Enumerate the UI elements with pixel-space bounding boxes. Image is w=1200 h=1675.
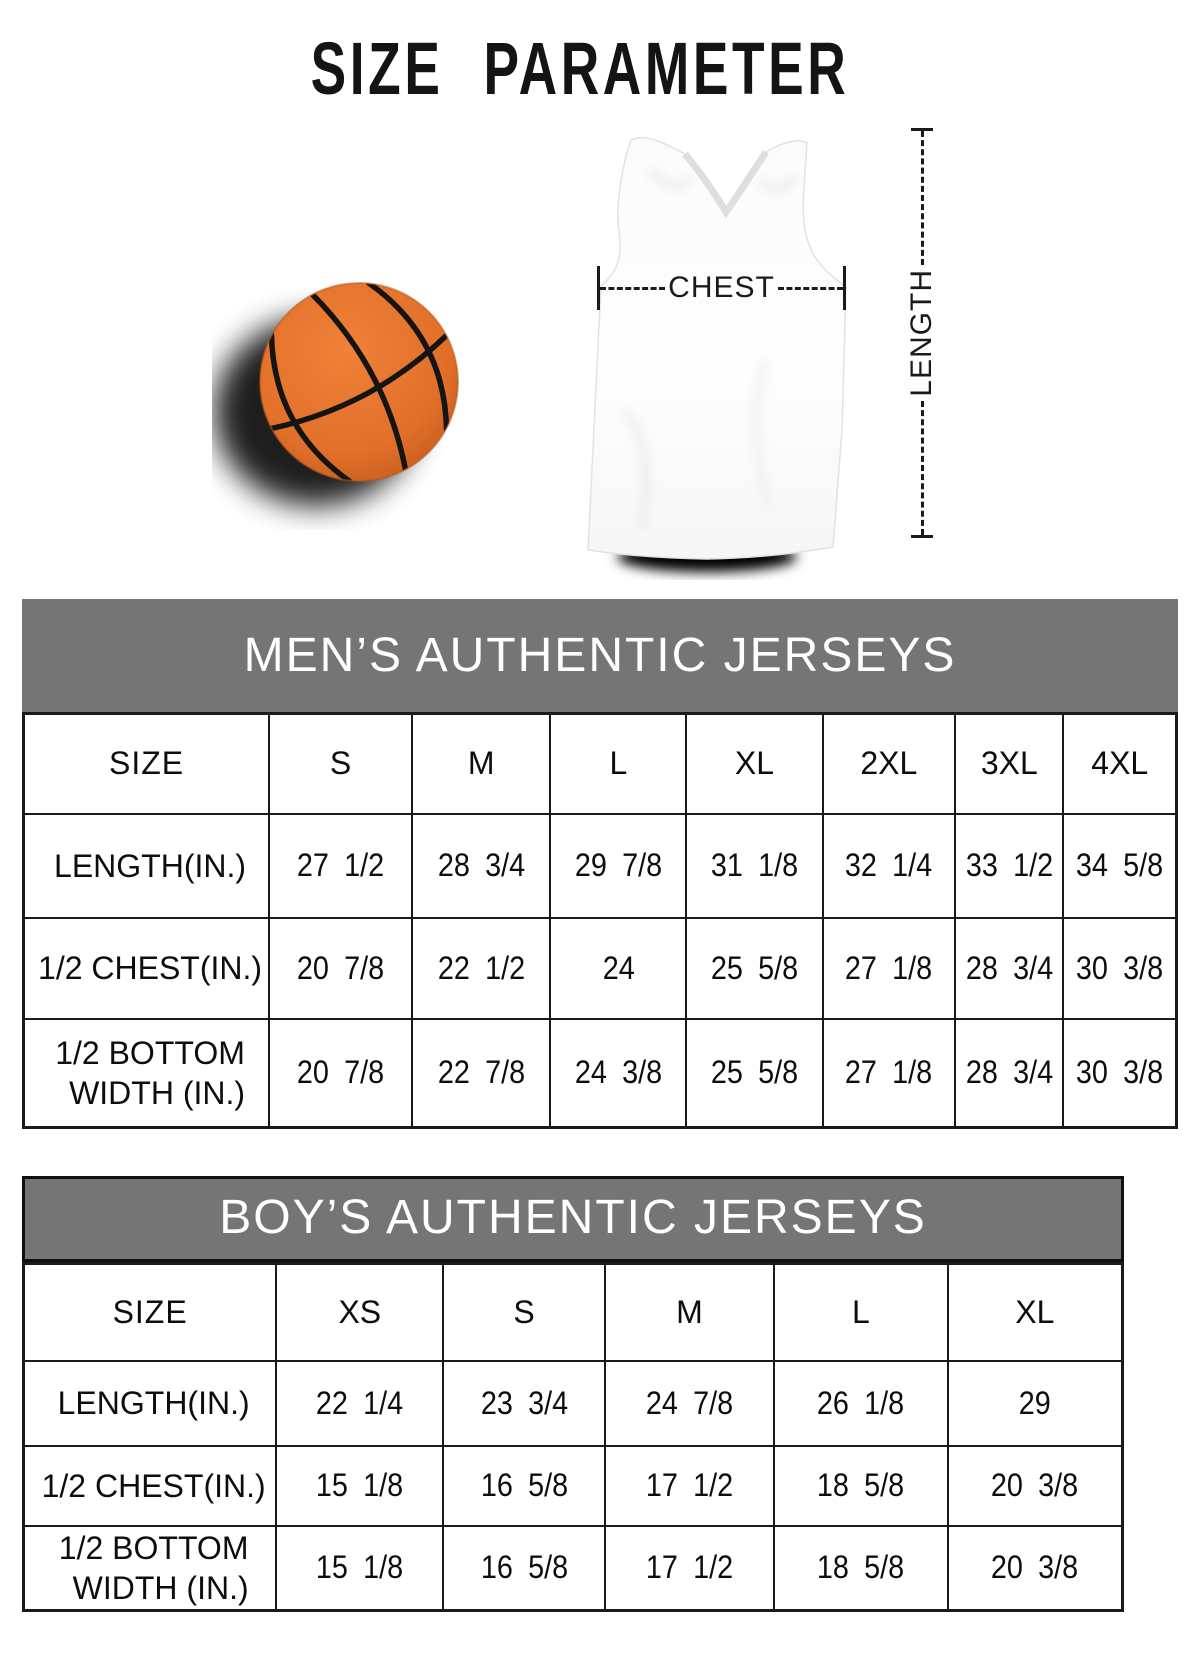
value-cell bbox=[550, 1019, 686, 1128]
length-dash-top bbox=[921, 131, 924, 265]
basketball-image bbox=[212, 262, 504, 530]
value-cell bbox=[948, 1446, 1123, 1526]
value-text: 28 3/4 bbox=[965, 1054, 1053, 1091]
value-cell bbox=[774, 1446, 948, 1526]
value-cell bbox=[823, 814, 956, 918]
value-cell bbox=[443, 1446, 605, 1526]
value-text: 32 1/4 bbox=[845, 847, 933, 883]
column-header-cell: XS bbox=[276, 1264, 443, 1361]
row-label-cell bbox=[24, 1526, 277, 1611]
size-header-row bbox=[24, 714, 1177, 814]
column-header-cell: XL bbox=[948, 1264, 1123, 1361]
value-text: 17 1/2 bbox=[645, 1549, 734, 1585]
value-cell bbox=[269, 918, 412, 1019]
column-header-cell: 2XL bbox=[823, 714, 956, 814]
row-label-line: LENGTH(IN.) bbox=[57, 1385, 250, 1421]
length-dash-bottom bbox=[921, 401, 924, 535]
size-header-cell: SIZE bbox=[24, 714, 270, 814]
chest-dash-right bbox=[778, 287, 843, 290]
value-text: 20 7/8 bbox=[296, 1054, 385, 1091]
value-cell bbox=[955, 918, 1063, 1019]
value-cell bbox=[686, 918, 822, 1019]
value-cell bbox=[412, 1019, 550, 1128]
value-cell bbox=[1063, 918, 1176, 1019]
value-cell bbox=[1063, 814, 1176, 918]
value-text: 24 bbox=[602, 949, 635, 986]
boys-size-table bbox=[22, 1262, 1124, 1612]
row-label-cell bbox=[24, 814, 270, 918]
mens-table-header: MEN’S AUTHENTIC JERSEYS bbox=[22, 599, 1178, 712]
column-header-cell: XL bbox=[686, 714, 822, 814]
value-text: 27 1/8 bbox=[845, 1054, 933, 1091]
value-cell bbox=[443, 1361, 605, 1446]
row-label-line: LENGTH(IN.) bbox=[54, 847, 247, 884]
value-text: 28 3/4 bbox=[965, 949, 1053, 986]
value-cell bbox=[955, 1019, 1063, 1128]
value-cell bbox=[269, 1019, 412, 1128]
value-text: 24 7/8 bbox=[645, 1384, 734, 1421]
length-dimension-marker bbox=[905, 128, 939, 538]
value-text: 27 1/2 bbox=[296, 847, 385, 883]
column-header-cell: M bbox=[605, 1264, 774, 1361]
value-text: 22 7/8 bbox=[437, 1054, 525, 1091]
value-cell bbox=[823, 1019, 956, 1128]
column-header-cell: S bbox=[269, 714, 412, 814]
page-title: SIZE PARAMETER bbox=[310, 27, 850, 110]
value-text: 20 3/8 bbox=[991, 1467, 1079, 1503]
chest-dash-left bbox=[600, 287, 665, 290]
value-text: 22 1/2 bbox=[437, 949, 525, 986]
value-cell bbox=[550, 918, 686, 1019]
column-header-cell: M bbox=[412, 714, 550, 814]
value-cell bbox=[774, 1361, 948, 1446]
value-cell bbox=[605, 1361, 774, 1446]
table-row bbox=[24, 1446, 1123, 1526]
row-label-line: WIDTH (IN.) bbox=[72, 1569, 249, 1606]
value-cell bbox=[550, 814, 686, 918]
jersey-image bbox=[555, 110, 855, 580]
table-row bbox=[24, 1019, 1177, 1128]
row-label-line: 1/2 BOTTOM bbox=[55, 1034, 245, 1071]
value-cell bbox=[774, 1526, 948, 1611]
value-cell bbox=[276, 1361, 443, 1446]
row-label-cell bbox=[24, 1446, 277, 1526]
value-text: 17 1/2 bbox=[645, 1467, 734, 1503]
length-dimension-label: LENGTH bbox=[905, 269, 938, 397]
value-cell bbox=[412, 918, 550, 1019]
value-cell bbox=[686, 814, 822, 918]
value-text: 25 5/8 bbox=[710, 949, 799, 986]
chest-dimension-marker bbox=[597, 266, 846, 310]
value-cell bbox=[823, 918, 956, 1019]
row-label-line: 1/2 BOTTOM bbox=[58, 1529, 249, 1566]
value-text: 29 bbox=[1018, 1384, 1051, 1421]
table-row bbox=[24, 1526, 1123, 1611]
value-text: 24 3/8 bbox=[574, 1054, 663, 1091]
chest-dimension-label: CHEST bbox=[668, 271, 775, 304]
row-label-line: 1/2 CHEST(IN.) bbox=[38, 950, 263, 986]
row-label-line: WIDTH (IN.) bbox=[69, 1074, 246, 1111]
row-label-cell bbox=[24, 1361, 277, 1446]
row-label-cell bbox=[24, 1019, 270, 1128]
column-header-cell: L bbox=[550, 714, 686, 814]
chest-right-cap bbox=[843, 266, 846, 310]
value-cell bbox=[948, 1361, 1123, 1446]
value-text: 15 1/8 bbox=[316, 1467, 404, 1503]
value-text: 27 1/8 bbox=[845, 949, 933, 986]
value-cell bbox=[443, 1526, 605, 1611]
value-text: 23 3/4 bbox=[480, 1384, 568, 1421]
value-text: 34 5/8 bbox=[1076, 847, 1164, 883]
value-cell bbox=[276, 1526, 443, 1611]
row-label-cell bbox=[24, 918, 270, 1019]
value-text: 26 1/8 bbox=[817, 1384, 905, 1421]
value-cell bbox=[1063, 1019, 1176, 1128]
value-text: 31 1/8 bbox=[710, 847, 799, 883]
column-header-cell: 3XL bbox=[955, 714, 1063, 814]
value-cell bbox=[276, 1446, 443, 1526]
table-row bbox=[24, 1361, 1123, 1446]
value-text: 25 5/8 bbox=[710, 1054, 799, 1091]
mens-size-grid bbox=[22, 712, 1178, 1129]
value-cell bbox=[955, 814, 1063, 918]
value-text: 18 5/8 bbox=[817, 1549, 905, 1585]
size-header-cell: SIZE bbox=[24, 1264, 277, 1361]
value-cell bbox=[412, 814, 550, 918]
size-header-row bbox=[24, 1264, 1123, 1361]
length-bottom-cap bbox=[911, 535, 933, 538]
table-row bbox=[24, 814, 1177, 918]
value-text: 33 1/2 bbox=[965, 847, 1053, 883]
boys-size-grid bbox=[22, 1262, 1124, 1612]
value-text: 18 5/8 bbox=[817, 1467, 905, 1503]
value-cell bbox=[948, 1526, 1123, 1611]
mens-size-table bbox=[22, 712, 1178, 1129]
boys-table-header: BOY’S AUTHENTIC JERSEYS bbox=[22, 1176, 1124, 1262]
value-text: 15 1/8 bbox=[316, 1549, 404, 1585]
value-cell bbox=[605, 1526, 774, 1611]
value-text: 29 7/8 bbox=[574, 847, 663, 883]
row-label-line: 1/2 CHEST(IN.) bbox=[41, 1467, 266, 1504]
value-text: 28 3/4 bbox=[437, 847, 525, 883]
value-text: 30 3/8 bbox=[1076, 949, 1164, 986]
value-cell bbox=[605, 1446, 774, 1526]
value-text: 20 3/8 bbox=[991, 1549, 1079, 1585]
value-text: 30 3/8 bbox=[1076, 1054, 1164, 1091]
column-header-cell: 4XL bbox=[1063, 714, 1176, 814]
value-cell bbox=[269, 814, 412, 918]
value-text: 20 7/8 bbox=[296, 949, 385, 986]
column-header-cell: L bbox=[774, 1264, 948, 1361]
value-cell bbox=[686, 1019, 822, 1128]
column-header-cell: S bbox=[443, 1264, 605, 1361]
table-row bbox=[24, 918, 1177, 1019]
value-text: 16 5/8 bbox=[480, 1467, 568, 1503]
value-text: 16 5/8 bbox=[480, 1549, 568, 1585]
value-text: 22 1/4 bbox=[316, 1384, 404, 1421]
